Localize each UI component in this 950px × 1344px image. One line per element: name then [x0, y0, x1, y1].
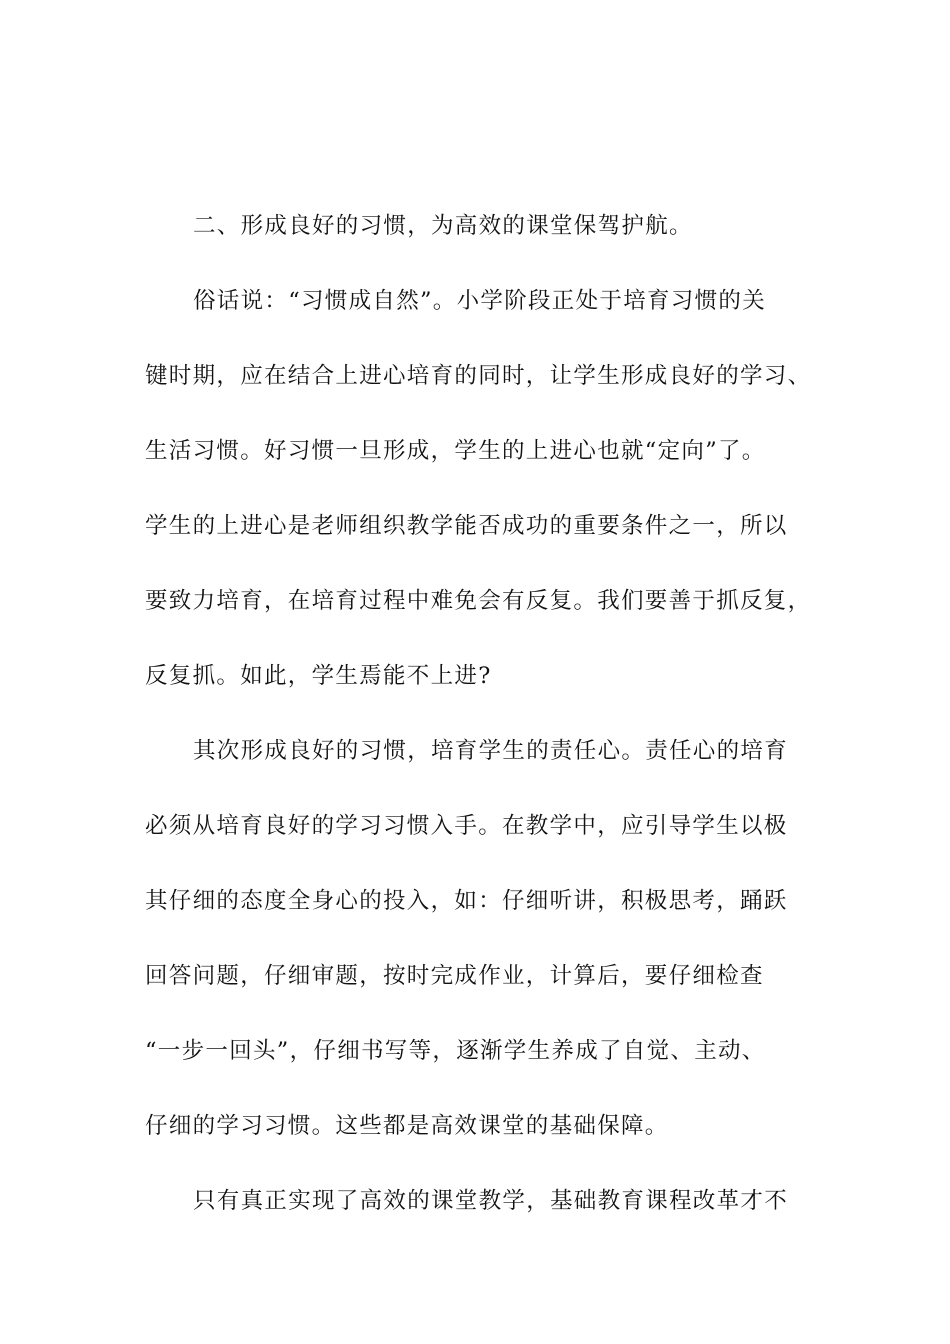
paragraph-2-line-6: 仔细的学习习惯。这些都是高效课堂的基础保障。 — [145, 1113, 669, 1139]
paragraph-2-line-3: 其仔细的态度全身心的投入，如：仔细听讲，积极思考，踊跃 — [145, 888, 788, 914]
paragraph-2-line-5: “一步一回头”，仔细书写等，逐渐学生养成了自觉、主动、 — [145, 1038, 766, 1064]
paragraph-1-line-4: 学生的上进心是老师组织教学能否成功的重要条件之一，所以 — [145, 513, 788, 539]
paragraph-1-line-3: 生活习惯。好习惯一旦形成，学生的上进心也就“定向”了。 — [145, 438, 766, 464]
paragraph-2-line-4: 回答问题，仔细审题，按时完成作业，计算后，要仔细检查 — [145, 963, 764, 989]
paragraph-1-line-2: 键时期，应在结合上进心培育的同时，让学生形成良好的学习、 — [145, 363, 812, 389]
paragraph-2-line-1: 其次形成良好的习惯，培育学生的责任心。责任心的培育 — [193, 738, 789, 764]
paragraph-1-line-5: 要致力培育，在培育过程中难免会有反复。我们要善于抓反复， — [145, 588, 812, 614]
section-heading: 二、形成良好的习惯，为高效的课堂保驾护航。 — [193, 213, 693, 239]
paragraph-3-line-1: 只有真正实现了高效的课堂教学，基础教育课程改革才不 — [193, 1188, 789, 1214]
paragraph-1-line-1: 俗话说：“习惯成自然”。小学阶段正处于培育习惯的关 — [193, 288, 767, 314]
paragraph-2-line-2: 必须从培育良好的学习习惯入手。在教学中，应引导学生以极 — [145, 813, 788, 839]
paragraph-1-line-6: 反复抓。如此，学生焉能不上进? — [145, 663, 492, 689]
